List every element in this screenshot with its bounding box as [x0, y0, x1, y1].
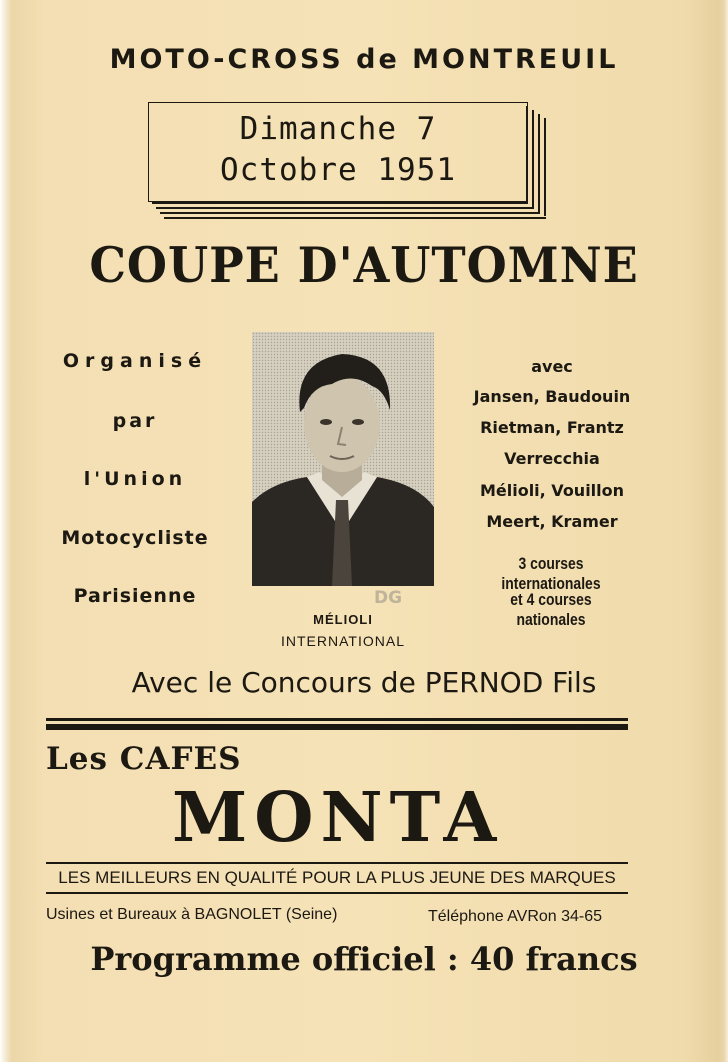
- ad-brand-name: MONTA: [172, 778, 504, 858]
- rider-line: Jansen, Baudouin: [473, 387, 631, 406]
- rider-portrait-photo: [252, 332, 434, 586]
- ad-address: Usines et Bureaux à BAGNOLET (Seine): [46, 906, 338, 923]
- rider-line: Verrecchia: [504, 449, 600, 468]
- date-month-year: Octobre 1951: [220, 152, 456, 188]
- event-header: MOTO-CROSS de MONTREUIL: [109, 44, 619, 75]
- ad-slogan: LES MEILLEURS EN QUALITÉ POUR LA PLUS JEUNE DES MARQUES: [58, 868, 616, 887]
- courses-national: et 4 courses nationales: [510, 590, 592, 629]
- date-box-shadow-line: [160, 212, 540, 214]
- paper-edge-right: [718, 0, 728, 1062]
- date-box-shadow-line: [532, 110, 534, 208]
- date-box-shadow-line: [538, 114, 540, 212]
- ad-brand-prefix: Les CAFES: [46, 741, 242, 777]
- photo-caption-name: MÉLIOLI: [313, 612, 373, 627]
- date-box-shadow-line: [544, 118, 546, 216]
- rider-line: Meert, Kramer: [486, 512, 618, 531]
- riders-intro: avec: [531, 357, 573, 376]
- program-price: Programme officiel : 40 francs: [90, 940, 638, 978]
- ad-phone: Téléphone AVRon 34-65: [428, 908, 603, 925]
- slogan-rule-top: [46, 862, 628, 864]
- organiser-line: Motocycliste: [61, 527, 209, 549]
- date-day: Dimanche 7: [239, 111, 437, 147]
- organiser-line: Parisienne: [73, 585, 197, 607]
- rider-line: Rietman, Frantz: [480, 418, 624, 437]
- date-box-shadow-line: [156, 207, 534, 209]
- divider-rule: [46, 724, 628, 730]
- sponsor-line: Avec le Concours de PERNOD Fils: [131, 666, 597, 699]
- portrait-illustration: [252, 332, 434, 586]
- organiser-line: l'Union: [83, 468, 187, 490]
- photo-caption-role: INTERNATIONAL: [281, 633, 405, 649]
- date-box-shadow-line: [152, 202, 528, 204]
- organiser-line: par: [112, 410, 158, 432]
- paper-edge-left: [0, 0, 12, 1062]
- slogan-rule-bottom: [46, 892, 628, 894]
- cup-title: COUPE D'AUTOMNE: [89, 236, 639, 294]
- divider-rule: [46, 718, 628, 721]
- rider-line: Mélioli, Vouillon: [479, 481, 625, 500]
- date-box-shadow-line: [164, 217, 546, 219]
- courses-international: 3 courses internationales: [501, 554, 601, 593]
- organiser-line: Organisé: [62, 350, 208, 372]
- dg-stamp: DG: [374, 588, 403, 608]
